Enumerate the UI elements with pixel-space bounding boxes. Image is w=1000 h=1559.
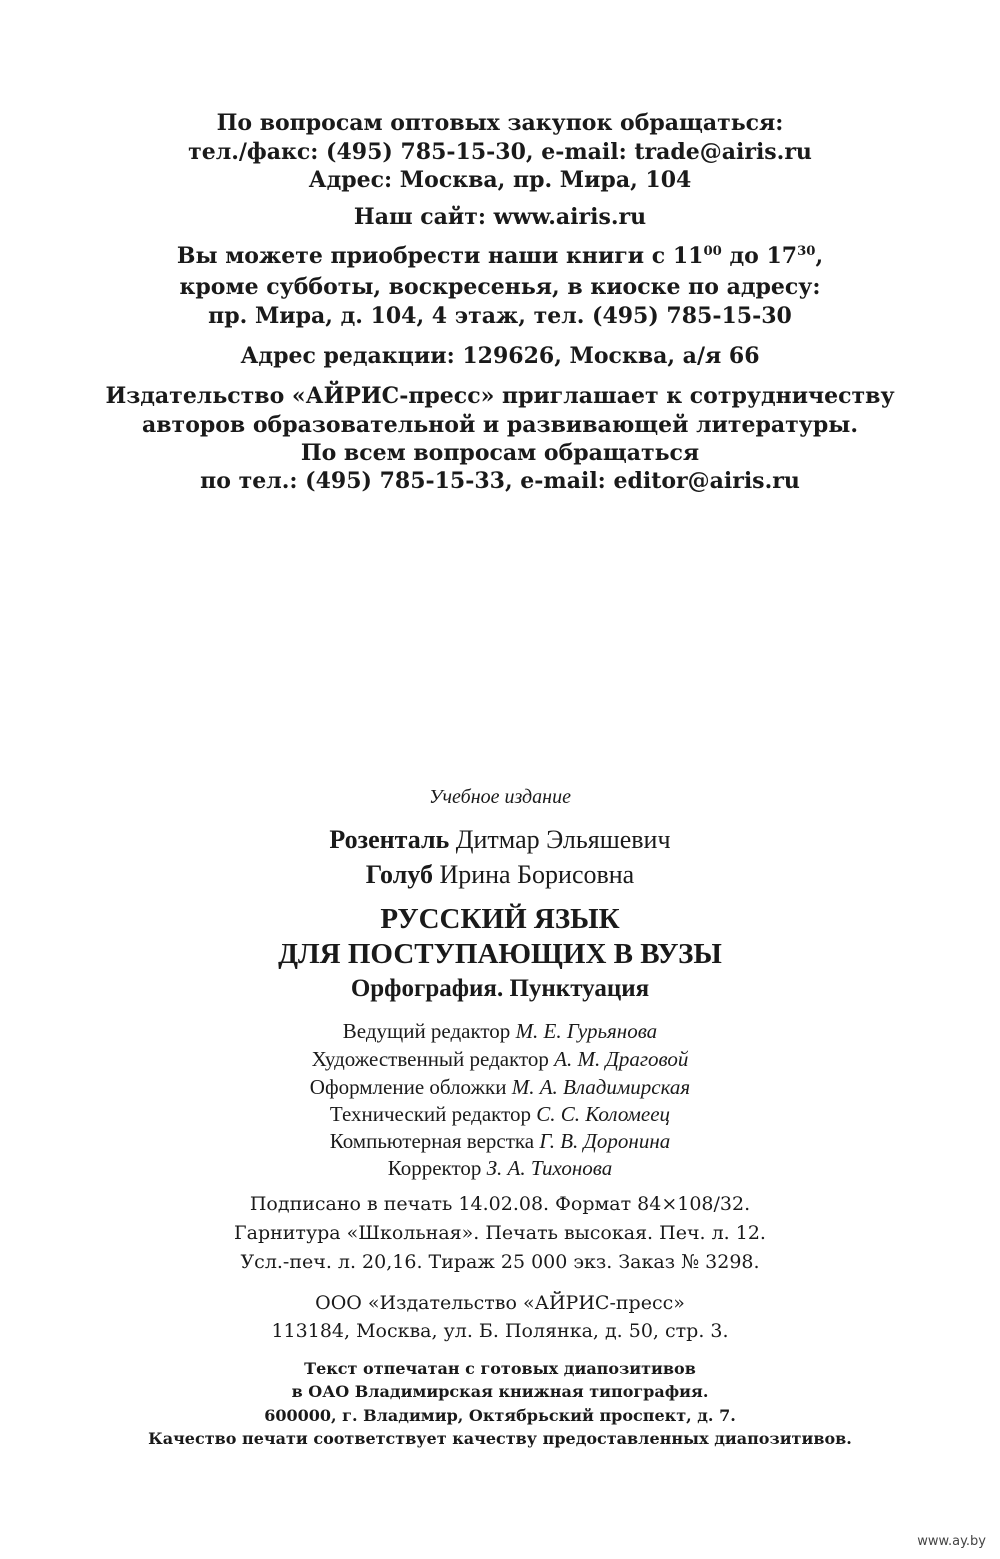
printer-line-2: в ОАО Владимирская книжная типография. — [291, 1382, 709, 1401]
credit-line: Ведущий редактор М. Е. Гурьянова — [342, 1019, 658, 1043]
author-1: Розенталь Дитмар Эльяшевич — [329, 825, 671, 854]
print-specs-line-1: Подписано в печать 14.02.08. Формат 84×108/32. — [249, 1193, 751, 1215]
edition-type: Учебное издание — [429, 786, 571, 808]
wholesale-phone-email: тел./факс: (495) 785-15-30, e-mail: trade@airis.ru — [188, 139, 812, 165]
book-title-line-2: ДЛЯ ПОСТУПАЮЩИХ В ВУЗЫ — [278, 938, 722, 970]
printer-line-3: 600000, г. Владимир, Октябрьский проспект, д. 7. — [264, 1406, 736, 1425]
invite-line-1: Издательство «АЙРИС-пресс» приглашает к сотрудничеству — [105, 383, 895, 409]
credit-line: Технический редактор С. С. Коломеец — [329, 1102, 671, 1126]
publisher-name: ООО «Издательство «АЙРИС-пресс» — [315, 1292, 685, 1314]
credit-line: Компьютерная верстка Г. В. Доронина — [329, 1129, 671, 1153]
printer-line-4: Качество печати соответствует качеству предоставленных диапозитивов. — [148, 1429, 852, 1448]
credit-line: Оформление обложки М. А. Владимирская — [309, 1075, 691, 1099]
kiosk-hours-line: Вы можете приобрести наши книги с $11^{00}$ до $17^{30}$, — [176, 243, 824, 269]
print-specs-line-3: Усл.-печ. л. 20,16. Тираж 25 000 экз. Заказ № 3298. — [240, 1251, 760, 1273]
invite-line-2: авторов образовательной и развивающей литературы. — [142, 412, 858, 438]
invite-line-3: По всем вопросам обращаться — [300, 440, 700, 466]
watermark: www.ay.by — [917, 1534, 986, 1549]
book-title-line-1: РУССКИЙ ЯЗЫК — [380, 903, 620, 935]
publisher-address: 113184, Москва, ул. Б. Полянка, д. 50, стр. 3. — [271, 1320, 729, 1342]
credit-line: Художественный редактор А. М. Драговой — [311, 1047, 689, 1071]
wholesale-heading: По вопросам оптовых закупок обращаться: — [216, 110, 784, 136]
print-specs-line-2: Гарнитура «Школьная». Печать высокая. Печ. л. 12. — [234, 1222, 766, 1244]
website-line: Наш сайт: www.airis.ru — [353, 204, 647, 230]
book-subtitle: Орфография. Пунктуация — [350, 975, 650, 1002]
kiosk-days-line: кроме субботы, воскресенья, в киоске по адресу: — [179, 274, 821, 300]
credit-line: Корректор З. А. Тихонова — [387, 1156, 613, 1180]
kiosk-address-line: пр. Мира, д. 104, 4 этаж, тел. (495) 785-15-30 — [208, 303, 792, 329]
printer-line-1: Текст отпечатан с готовых диапозитивов — [304, 1359, 696, 1378]
author-2: Голуб Ирина Борисовна — [365, 860, 635, 889]
invite-line-4: по тел.: (495) 785-15-33, e-mail: editor@airis.ru — [200, 468, 800, 494]
editorial-address: Адрес редакции: 129626, Москва, а/я 66 — [240, 343, 760, 369]
wholesale-address: Адрес: Москва, пр. Мира, 104 — [308, 167, 692, 193]
